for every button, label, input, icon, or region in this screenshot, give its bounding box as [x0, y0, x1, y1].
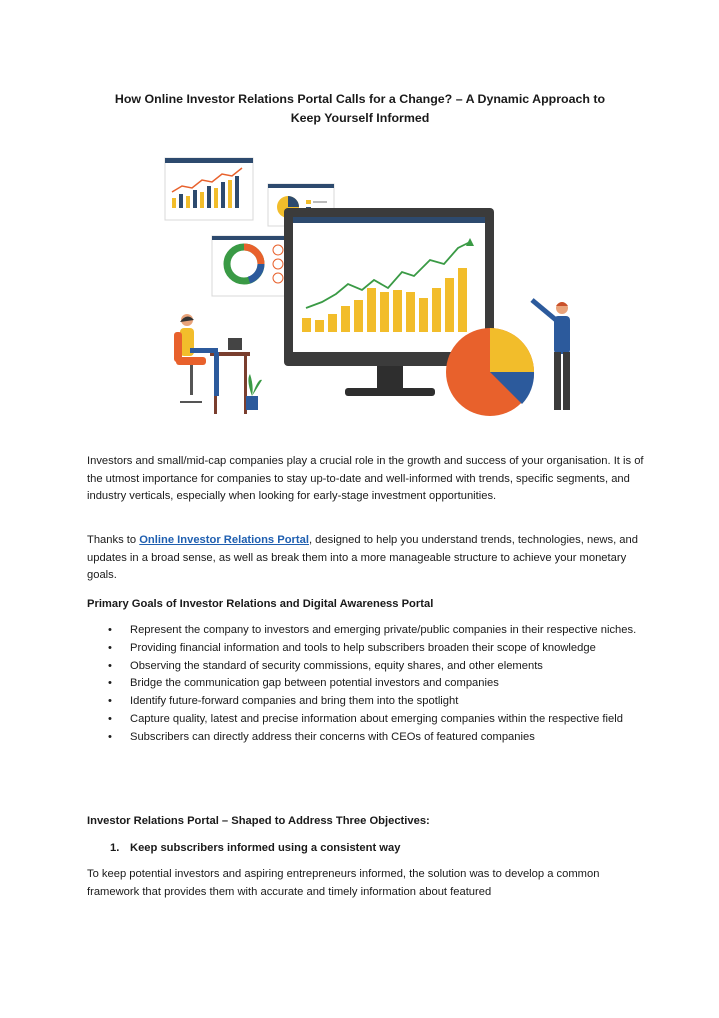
page-title: [70, 90, 650, 128]
list-item: • Represent the company to investors and emerging private/public companies in their respective niches.: [87, 622, 647, 640]
list-item: • Bridge the communication gap between potential investors and companies: [87, 675, 647, 693]
bullet-icon: •: [108, 641, 112, 654]
goals-heading: Primary Goals of Investor Relations and Digital Awareness Portal: [87, 598, 434, 610]
list-item: • Observing the standard of security commissions, equity shares, and other elements: [87, 658, 647, 676]
objectives-paragraph: To keep potential investors and aspiring entrepreneurs informed, the solution was to develop a common framework that provides them with accurate and timely information about featured: [87, 868, 600, 898]
person-at-desk: [174, 314, 250, 414]
intro-text-before-link: Thanks to: [87, 534, 140, 546]
bullet-icon: •: [108, 712, 112, 725]
standing-person: [532, 300, 570, 410]
title-line-1: How Online Investor Relations Portal Calls for a Change? – A Dynamic Approach to: [114, 92, 606, 106]
bullet-icon: •: [108, 659, 112, 672]
goals-list: [87, 622, 647, 747]
intro-paragraph-1: Investors and small/mid-cap companies play a crucial role in the growth and success of your organisation. It is of the utmost importance for companies to stay up-to-date and well-informed with trends, specific segments, and industry verticals, especially when looking for early-stage investment opportunities.: [87, 455, 644, 503]
investor-relations-portal-link[interactable]: Online Investor Relations Portal: [139, 534, 309, 546]
objective-text: Keep subscribers informed using a consistent way: [130, 842, 401, 854]
title-line-2: Keep Yourself Informed: [290, 111, 430, 125]
big-pie-chart: [446, 328, 534, 416]
bullet-icon: •: [108, 677, 112, 690]
list-item: • Capture quality, latest and precise information about emerging companies within the respective field: [87, 711, 647, 729]
bullet-icon: •: [108, 695, 112, 708]
bullet-icon: •: [108, 624, 112, 636]
dashboard-illustration-icon: [150, 152, 590, 420]
objective-item-1: [110, 840, 400, 857]
intro-paragraph-2: [87, 532, 647, 585]
bar-chart-card: [165, 158, 253, 220]
intro-text-after-link: , designed to help you understand trends, technologies, news, and updates in a broad sense, as well as break them into a more manageable structure to achieve your monetary goals.: [87, 534, 638, 582]
bullet-icon: •: [108, 730, 112, 743]
plant-icon: [246, 374, 262, 410]
list-item: • Providing financial information and tools to help subscribers broaden their scope of knowledge: [87, 640, 647, 658]
objective-number: 1.: [110, 842, 120, 854]
objectives-heading: Investor Relations Portal – Shaped to Address Three Objectives:: [87, 815, 430, 827]
list-item: • Subscribers can directly address their concerns with CEOs of featured companies: [87, 729, 647, 747]
list-item: • Identify future-forward companies and bring them into the spotlight: [87, 693, 647, 711]
